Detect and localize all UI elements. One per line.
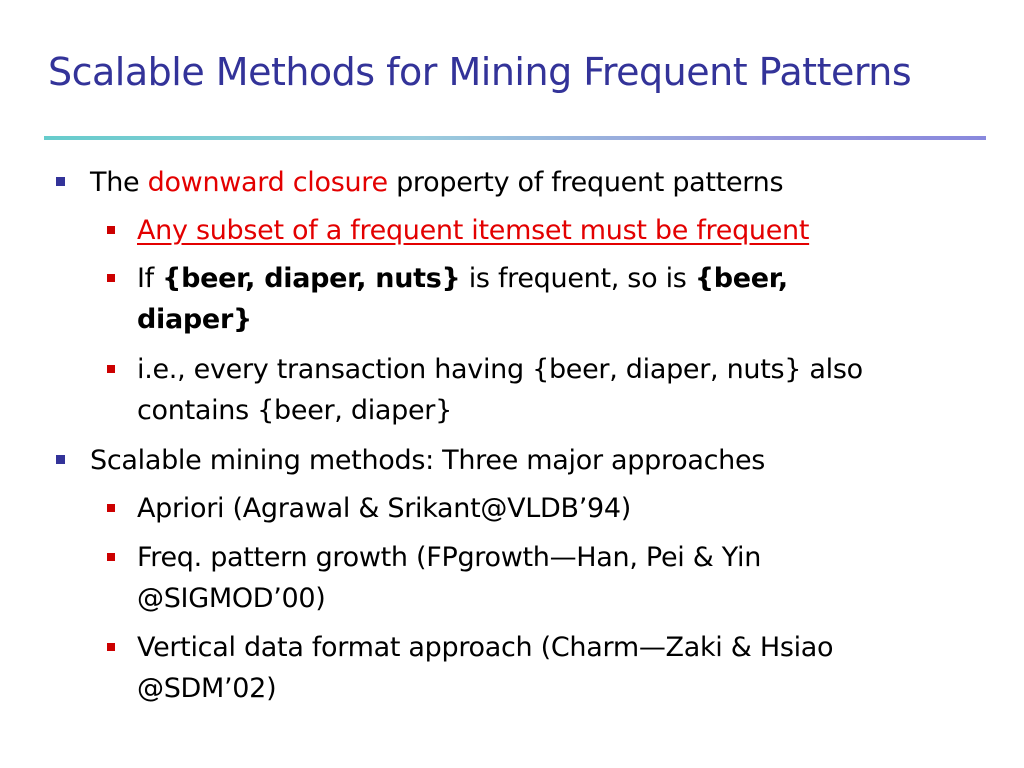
vertical-line2: @SDM’02)	[137, 673, 277, 704]
subbullet-fpgrowth	[137, 537, 967, 619]
bullet-downward-closure	[90, 162, 990, 203]
square-bullet-icon	[107, 226, 115, 234]
transaction-line1: i.e., every transaction having {beer, diaper, nuts} also	[137, 354, 863, 385]
subbullet-vertical-format	[137, 627, 967, 709]
bullet-scalable-mining-methods	[90, 440, 990, 481]
highlight-downward-closure: downward closure	[147, 167, 388, 198]
square-bullet-icon	[107, 553, 115, 561]
square-bullet-icon	[56, 455, 65, 464]
vertical-line1: Vertical data format approach (Charm—Zaki & Hsiao	[137, 632, 834, 663]
bullet-text-after: property of frequent patterns	[387, 167, 784, 198]
square-bullet-icon	[107, 504, 115, 512]
example-bold-itemset: {beer, diaper, nuts}	[162, 263, 461, 294]
subbullet-beer-diaper-example	[137, 258, 967, 340]
example-bold-subset-line1: {beer,	[694, 263, 788, 294]
example-bold-subset-line2: diaper}	[137, 304, 252, 335]
subbullet-every-transaction	[137, 349, 967, 431]
square-bullet-icon	[56, 177, 65, 186]
subbullet-any-subset	[137, 210, 967, 251]
fpgrowth-line1: Freq. pattern growth (FPgrowth—Han, Pei & Yin	[137, 542, 762, 573]
slide-title: Scalable Methods for Mining Frequent Patterns	[48, 50, 912, 94]
apriori-text: Apriori (Agrawal & Srikant@VLDB’94)	[137, 493, 631, 524]
bullet-text-before: The	[90, 167, 148, 198]
example-part2: is frequent, so is	[460, 263, 695, 294]
scalable-methods-text: Scalable mining methods: Three major approaches	[90, 445, 766, 476]
subbullet-apriori	[137, 488, 967, 529]
square-bullet-icon	[107, 643, 115, 651]
title-divider	[44, 136, 986, 140]
square-bullet-icon	[107, 365, 115, 373]
example-part1: If	[137, 263, 163, 294]
square-bullet-icon	[107, 274, 115, 282]
fpgrowth-line2: @SIGMOD’00)	[137, 583, 326, 614]
transaction-line2: contains {beer, diaper}	[137, 395, 452, 426]
any-subset-text: Any subset of a frequent itemset must be frequent	[137, 215, 810, 246]
